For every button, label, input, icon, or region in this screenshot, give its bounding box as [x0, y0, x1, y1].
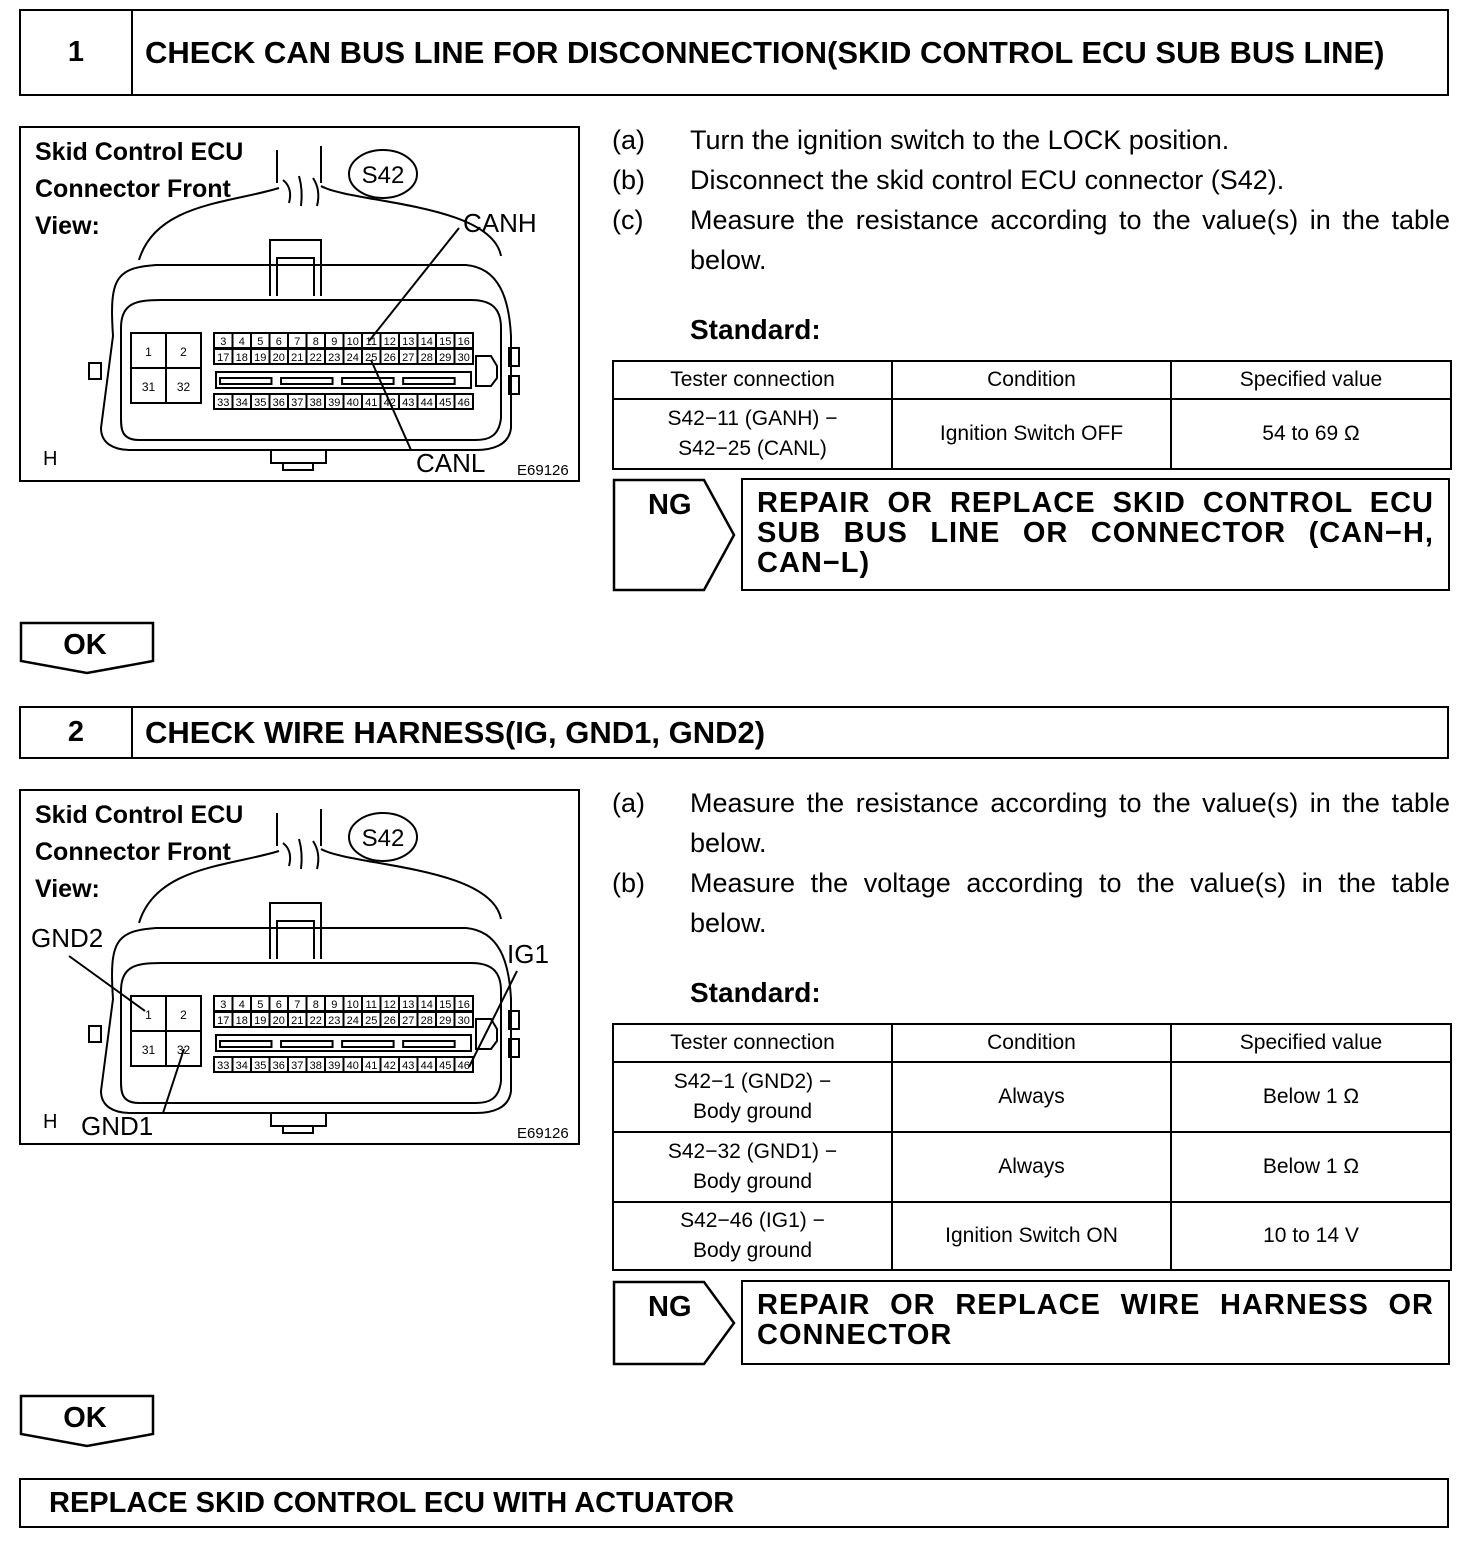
pin-label: 23	[328, 352, 341, 364]
tester-connection-cell: S42−1 (GND2) − Body ground	[613, 1062, 892, 1132]
pin-label: 22	[309, 352, 322, 364]
pin-label: 46	[457, 397, 470, 409]
pin-label: 24	[346, 352, 359, 364]
pin-label: 10	[346, 999, 359, 1011]
pin-label: 28	[420, 352, 433, 364]
ng-label: NG	[648, 489, 692, 521]
ok-label: OK	[63, 1402, 107, 1434]
pin-label: 35	[254, 397, 267, 409]
connector-figure-1	[19, 126, 580, 482]
table-row	[613, 1132, 1451, 1202]
pin-label: 43	[402, 1060, 415, 1072]
condition-cell: Ignition Switch ON	[892, 1202, 1171, 1270]
pin-label: 2	[180, 345, 187, 359]
pin-label: 13	[402, 336, 415, 348]
figure-code: E69126	[517, 462, 569, 479]
pin-label: 11	[365, 999, 377, 1011]
pin-label: 40	[346, 1060, 359, 1072]
connector-face	[121, 963, 501, 1103]
pin-label: 27	[402, 1015, 415, 1027]
pin-label: 15	[439, 999, 452, 1011]
step-title: CHECK CAN BUS LINE FOR DISCONNECTION(SKID CONTROL ECU SUB BUS LINE)	[145, 35, 1385, 70]
keying-bar	[216, 372, 471, 388]
step-1-header	[19, 9, 1449, 96]
pin-label: 39	[328, 1060, 341, 1072]
pin-label: 16	[457, 999, 470, 1011]
specified-value-cell: 10 to 14 V	[1171, 1202, 1451, 1270]
instruction-item: (a) Turn the ignition switch to the LOCK position.	[612, 125, 1230, 155]
pin-label: 33	[217, 397, 230, 409]
bottom-latch	[271, 450, 326, 470]
keying-slot	[281, 378, 333, 384]
ig1-callout: IG1	[507, 939, 549, 969]
connector-diagram	[21, 791, 582, 1147]
instruction-item: (b) Disconnect the skid control ECU connector (S42).	[612, 165, 1285, 195]
table-header-row	[613, 361, 1451, 399]
pin-label: 12	[383, 999, 396, 1011]
pin-label: 10	[346, 336, 359, 348]
wire-strands	[283, 176, 318, 206]
table-row	[613, 1202, 1451, 1270]
pin-label: 12	[383, 336, 396, 348]
pin-label: 29	[439, 1015, 452, 1027]
pin-label: 33	[217, 1060, 230, 1072]
pin-label: 26	[383, 352, 396, 364]
pin-label: 25	[365, 1015, 378, 1027]
column-header: Tester connection	[613, 1024, 892, 1062]
pin-label: 28	[420, 1015, 433, 1027]
column-header: Condition	[892, 361, 1171, 399]
pin-label: 8	[312, 336, 319, 348]
pin-label: 36	[272, 1060, 285, 1072]
pin-label: 41	[365, 397, 378, 409]
specified-value-cell: Below 1 Ω	[1171, 1062, 1451, 1132]
lock-tab-inner	[277, 258, 314, 296]
gnd2-leader-line	[69, 956, 145, 1011]
side-clip	[89, 1026, 101, 1042]
pin-label: 5	[257, 336, 264, 348]
connector-id-label: S42	[361, 162, 405, 189]
step-number: 1	[21, 11, 133, 94]
wire-strands	[283, 839, 318, 869]
keying-bar	[216, 1035, 471, 1051]
table-header-row	[613, 1024, 1451, 1062]
pin-label: 13	[402, 999, 415, 1011]
instructions-1	[612, 120, 1450, 280]
key-notch	[476, 356, 497, 386]
pin-label: 38	[309, 397, 322, 409]
figure-title: Skid Control ECU Connector Front View:	[35, 138, 244, 240]
canl-callout: CANL	[416, 448, 486, 478]
pin-label: 25	[365, 352, 378, 364]
pin-label: 7	[294, 999, 301, 1011]
step-title: CHECK WIRE HARNESS(IG, GND1, GND2)	[145, 715, 766, 750]
pin-label: 14	[420, 336, 433, 348]
step-2-header	[19, 706, 1449, 759]
pin-label: 45	[439, 1060, 452, 1072]
bottom-latch	[271, 1113, 326, 1133]
ok-label: OK	[63, 629, 107, 661]
pin-label: 32	[176, 1043, 191, 1057]
table-row	[613, 1062, 1451, 1132]
connector-id-label: S42	[361, 825, 405, 852]
pin-label: 19	[254, 1015, 267, 1027]
spec-table-1	[612, 360, 1452, 470]
instruction-item: (b) Measure the voltage according to the value(s) in the table below.	[612, 868, 1450, 938]
keying-slot	[281, 1041, 333, 1047]
pin-label: 38	[309, 1060, 322, 1072]
pin-label: 29	[439, 352, 452, 364]
table-row	[613, 399, 1451, 469]
pin-label: 21	[291, 1015, 304, 1027]
pin-label: 41	[365, 1060, 378, 1072]
pin-label: 34	[235, 1060, 248, 1072]
column-header: Condition	[892, 1024, 1171, 1062]
pin-label: 3	[220, 999, 227, 1011]
pin-label: 22	[309, 1015, 322, 1027]
column-header: Specified value	[1171, 361, 1451, 399]
pin-label: 31	[141, 380, 156, 394]
pin-label: 37	[291, 1060, 304, 1072]
pin-label: 7	[294, 336, 301, 348]
pin-label: 11	[365, 336, 377, 348]
pin-label: 37	[291, 397, 304, 409]
ng-action-box: REPAIR OR REPLACE WIRE HARNESS OR CONNECTOR	[741, 1280, 1450, 1365]
step-number: 2	[21, 708, 133, 757]
keying-slot	[342, 378, 394, 384]
pin-label: 27	[402, 352, 415, 364]
pin-label: 18	[235, 352, 248, 364]
pin-label: 43	[402, 397, 415, 409]
side-mark: H	[43, 1111, 58, 1133]
pin-label: 8	[312, 999, 319, 1011]
specified-value-cell: 54 to 69 Ω	[1171, 399, 1451, 469]
specified-value-cell: Below 1 Ω	[1171, 1132, 1451, 1202]
pin-label: 19	[254, 352, 267, 364]
pin-label: 35	[254, 1060, 267, 1072]
keying-slot	[220, 378, 272, 384]
pin-label: 39	[328, 397, 341, 409]
pin-label: 20	[272, 352, 285, 364]
standard-label: Standard:	[690, 977, 821, 1008]
side-mark: H	[43, 448, 58, 470]
tester-connection-cell: S42−32 (GND1) − Body ground	[613, 1132, 892, 1202]
pin-label: 2	[180, 1008, 187, 1022]
pin-label: 46	[457, 1060, 470, 1072]
tester-connection-cell: S42−11 (GANH) − S42−25 (CANL)	[613, 399, 892, 469]
column-header: Tester connection	[613, 361, 892, 399]
instruction-item: (a) Measure the resistance according to the value(s) in the table below.	[612, 788, 1450, 858]
figure-title: Skid Control ECU Connector Front View:	[35, 801, 244, 903]
keying-slot	[342, 1041, 394, 1047]
side-clip	[89, 363, 101, 379]
standard-label: Standard:	[690, 314, 821, 345]
pin-label: 6	[275, 999, 282, 1011]
pin-label: 4	[238, 336, 245, 348]
keying-slot	[403, 1041, 455, 1047]
figure-code: E69126	[517, 1125, 569, 1142]
pin-label: 21	[291, 352, 304, 364]
pin-label: 42	[383, 397, 396, 409]
connector-face	[121, 300, 501, 440]
canh-callout: CANH	[463, 208, 537, 238]
keying-slot	[403, 378, 455, 384]
final-action-box: REPLACE SKID CONTROL ECU WITH ACTUATOR	[19, 1478, 1449, 1528]
pin-label: 32	[176, 380, 191, 394]
pin-label: 44	[420, 397, 433, 409]
pin-label: 31	[141, 1043, 156, 1057]
column-header: Specified value	[1171, 1024, 1451, 1062]
pin-label: 26	[383, 1015, 396, 1027]
tester-connection-cell: S42−46 (IG1) − Body ground	[613, 1202, 892, 1270]
pin-label: 3	[220, 336, 227, 348]
pin-label: 17	[217, 352, 230, 364]
pin-label: 14	[420, 999, 433, 1011]
pin-label: 18	[235, 1015, 248, 1027]
pin-label: 4	[238, 999, 245, 1011]
ng-label: NG	[648, 1291, 692, 1323]
pin-label: 45	[439, 397, 452, 409]
pin-label: 5	[257, 999, 264, 1011]
gnd1-callout: GND1	[81, 1111, 154, 1141]
pin-label: 30	[457, 352, 470, 364]
pin-label: 40	[346, 397, 359, 409]
gnd2-callout: GND2	[31, 923, 104, 953]
pin-label: 42	[383, 1060, 396, 1072]
keying-slot	[220, 1041, 272, 1047]
condition-cell: Always	[892, 1062, 1171, 1132]
spec-table-2	[612, 1023, 1452, 1271]
pin-label: 30	[457, 1015, 470, 1027]
pin-label: 34	[235, 397, 248, 409]
pin-label: 6	[275, 336, 282, 348]
pin-label: 1	[145, 1008, 152, 1022]
pin-label: 16	[457, 336, 470, 348]
condition-cell: Ignition Switch OFF	[892, 399, 1171, 469]
connector-figure-2	[19, 789, 580, 1145]
instruction-item: (c) Measure the resistance according to the value(s) in the table below.	[612, 205, 1450, 275]
condition-cell: Always	[892, 1132, 1171, 1202]
pin-label: 1	[145, 345, 152, 359]
pin-label: 15	[439, 336, 452, 348]
pin-label: 23	[328, 1015, 341, 1027]
lock-tab-inner	[277, 921, 314, 959]
connector-diagram	[21, 128, 582, 484]
pin-label: 9	[331, 999, 338, 1011]
pin-label: 36	[272, 397, 285, 409]
pin-label: 9	[331, 336, 338, 348]
ng-action-box: REPAIR OR REPLACE SKID CONTROL ECU SUB BUS LINE OR CONNECTOR (CAN−H, CAN−L)	[741, 478, 1450, 591]
pin-label: 44	[420, 1060, 433, 1072]
pin-label: 17	[217, 1015, 230, 1027]
canh-leader-line	[369, 228, 459, 341]
pin-label: 20	[272, 1015, 285, 1027]
instructions-2	[612, 783, 1450, 943]
pin-label: 24	[346, 1015, 359, 1027]
